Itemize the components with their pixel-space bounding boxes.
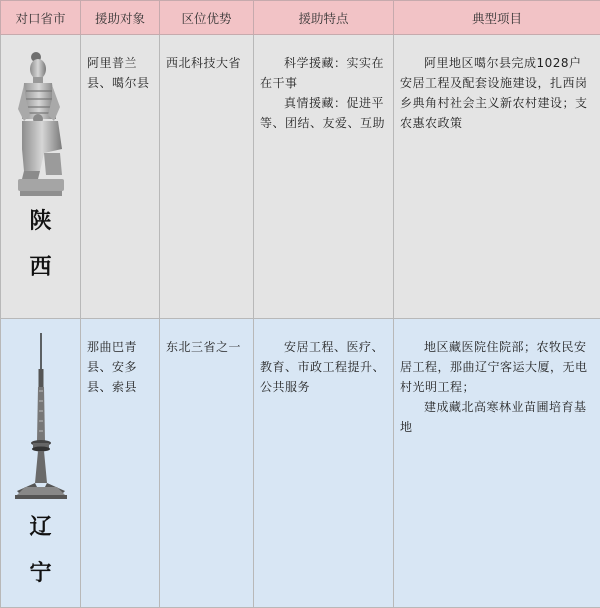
target-cell: [81, 35, 160, 319]
projects-para-1: 阿里地区噶尔县完成1028户安居工程及配套设施建设，扎西岗乡典角村社会主义新农村建设；支农惠农政策: [400, 53, 594, 133]
tv-tower-icon: [11, 331, 71, 501]
features-cell: [254, 319, 394, 608]
advantage-cell: [160, 35, 254, 319]
province-name-char1: 辽: [29, 515, 51, 541]
province-name-char2: 宁: [29, 561, 51, 587]
header-row: [1, 1, 600, 35]
province-name-char1: 陕: [29, 209, 51, 235]
features-text: [254, 35, 393, 133]
features-para-2: 真情援藏：促进平等、团结、友爱、互助: [260, 93, 387, 133]
header-target: 援助对象: [81, 1, 160, 35]
features-para-1: 安居工程、医疗、教育、市政工程提升、公共服务: [260, 337, 387, 397]
features-para-1: 科学援藏：实实在在干事: [260, 53, 387, 93]
features-text: [254, 319, 393, 397]
province-cell: [1, 319, 81, 608]
projects-cell: [394, 35, 600, 319]
province-name-char2: 西: [29, 255, 51, 281]
header-province: 对口省市: [1, 1, 81, 35]
header-advantage: 区位优势: [160, 1, 254, 35]
table-row-shaanxi: [1, 35, 600, 319]
terracotta-warrior-icon: [14, 49, 68, 199]
projects-text: [394, 35, 600, 133]
table-row-liaoning: [1, 319, 600, 608]
target-text: 那曲巴青县、安多县、索县: [81, 319, 159, 397]
target-cell: [81, 319, 160, 608]
header-projects: 典型项目: [394, 1, 600, 35]
features-cell: [254, 35, 394, 319]
projects-cell: [394, 319, 600, 608]
province-cell: [1, 35, 81, 319]
advantage-text: 东北三省之一: [160, 319, 253, 357]
projects-para-2: 建成藏北高寒林业苗圃培育基地: [400, 397, 594, 437]
advantage-text: 西北科技大省: [160, 35, 253, 73]
target-text: 阿里普兰县、噶尔县: [81, 35, 159, 93]
projects-text: [394, 319, 600, 437]
advantage-cell: [160, 319, 254, 608]
projects-para-1: 地区藏医院住院部；农牧民安居工程，那曲辽宁客运大厦，无电村光明工程；: [400, 337, 594, 397]
header-features: 援助特点: [254, 1, 394, 35]
